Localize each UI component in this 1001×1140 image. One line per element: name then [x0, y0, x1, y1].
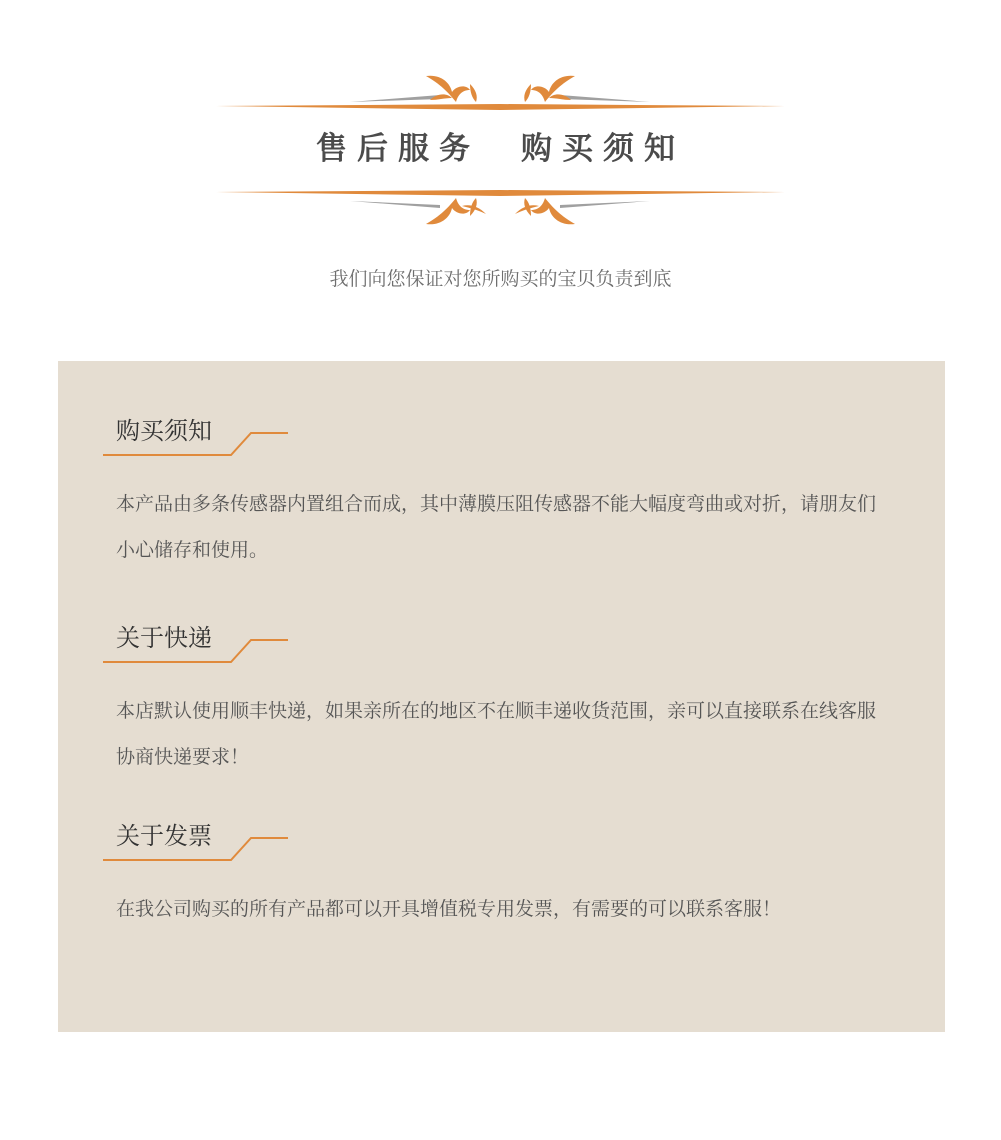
section-title: 关于发票 — [116, 822, 212, 850]
section-body: 本店默认使用顺丰快递，如果亲所在的地区不在顺丰递收货范围，亲可以直接联系在线客服协商快递要求！ — [116, 700, 877, 768]
info-panel — [58, 361, 945, 1032]
section-title: 关于快递 — [116, 624, 212, 652]
section-shipping — [58, 618, 945, 768]
banner-subtitle: 我们向您保证对您所购买的宝贝负责到底 — [329, 268, 672, 290]
section-invoice — [58, 816, 945, 920]
section-purchase-notice — [58, 411, 945, 561]
section-body: 在我公司购买的所有产品都可以开具增值税专用发票，有需要的可以联系客服！ — [116, 898, 782, 920]
banner-title: 售后服务 购买须知 — [316, 131, 685, 167]
header-ornament — [0, 0, 1001, 240]
section-body: 本产品由多条传感器内置组合而成，其中薄膜压阻传感器不能大幅度弯曲或对折，请朋友们小心储存和使用。 — [116, 493, 877, 561]
section-title: 购买须知 — [116, 417, 212, 445]
